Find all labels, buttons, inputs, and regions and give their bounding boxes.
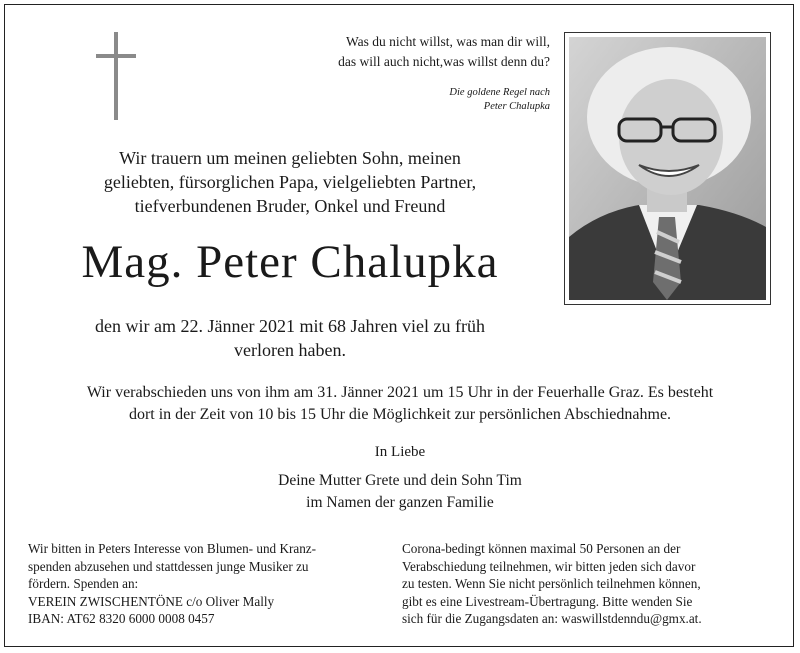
golden-rule-quote <box>250 32 550 72</box>
portrait-image <box>569 37 766 300</box>
date-of-death-text <box>20 314 560 362</box>
mourning-line: tiefverbundenen Bruder, Onkel und Freund <box>134 196 446 216</box>
donation-line: VEREIN ZWISCHENTÖNE c/o Oliver Mally <box>28 593 275 609</box>
in-love-text: In Liebe <box>374 444 426 460</box>
corona-line: gibt es eine Livestream-Übertragung. Bitte wenden Sie <box>402 593 693 609</box>
family-line: Deine Mutter Grete und dein Sohn Tim <box>278 472 522 489</box>
farewell-line: Wir verabschieden uns von ihm am 31. Jänner 2021 um 15 Uhr in der Feuerhalle Graz. Es besteht <box>86 384 714 401</box>
family-signature <box>0 470 800 514</box>
donation-notice <box>28 540 388 628</box>
corona-line: Corona-bedingt können maximal 50 Personen an der <box>402 541 681 556</box>
deceased-name: Mag. Peter Chalupka <box>81 236 499 288</box>
corona-line: zu testen. Wenn Sie nicht persönlich teilnehmen können, <box>402 576 701 591</box>
corona-notice <box>402 540 782 628</box>
donation-line: Wir bitten in Peters Interesse von Blumen- und Kranz- <box>28 541 317 556</box>
lost-line: den wir am 22. Jänner 2021 mit 68 Jahren viel zu früh <box>95 316 485 336</box>
attribution-line: Die goldene Regel nach <box>449 87 550 98</box>
corona-contact-line: sich für die Zugangsdaten an: waswillstdenndu@gmx.at. <box>402 611 702 626</box>
donation-line: fördern. Spenden an: <box>28 576 139 591</box>
mourning-text <box>20 146 560 218</box>
mourning-line: geliebten, fürsorglichen Papa, vielgeliebten Partner, <box>103 172 477 192</box>
quote-line: das will auch nicht,was willst denn du? <box>338 54 550 69</box>
farewell-line: dort in der Zeit von 10 bis 15 Uhr die Möglichkeit zur persönlichen Abschiednahme. <box>128 406 672 423</box>
funeral-details <box>20 382 780 426</box>
quote-attribution <box>330 86 550 114</box>
attribution-line: Peter Chalupka <box>483 101 550 112</box>
corona-line: Verabschiedung teilnehmen, wir bitten jeden sich davor <box>402 558 696 574</box>
donation-line: spenden abzusehen und stattdessen junge Musiker zu <box>28 558 309 574</box>
quote-line: Was du nicht willst, was man dir will, <box>345 34 550 49</box>
donation-iban: IBAN: AT62 8320 6000 0008 0457 <box>28 611 215 626</box>
family-line: im Namen der ganzen Familie <box>306 494 494 511</box>
mourning-line: Wir trauern um meinen geliebten Sohn, meinen <box>119 148 461 168</box>
cross-icon <box>96 32 136 120</box>
lost-line: verloren haben. <box>234 340 346 360</box>
portrait-photo <box>564 32 771 305</box>
